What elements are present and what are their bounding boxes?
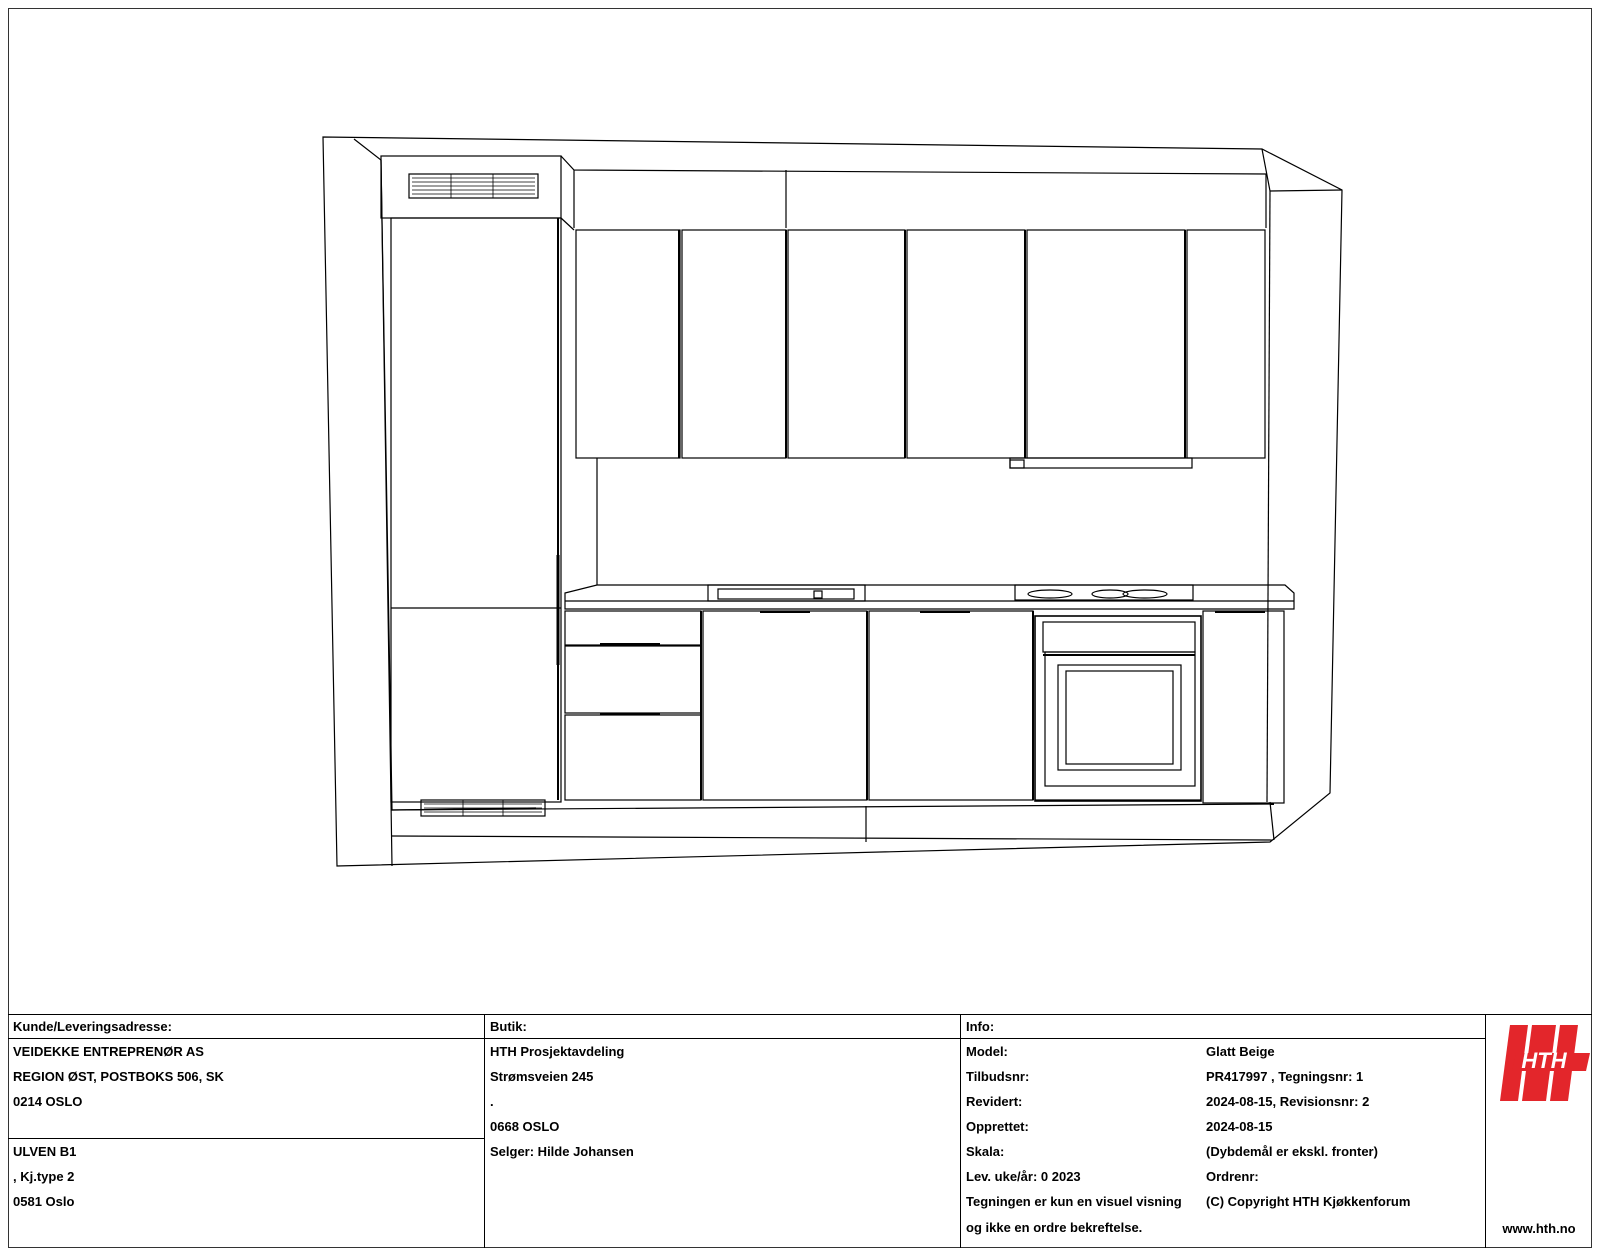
created-value: 2024-08-15 xyxy=(1206,1119,1273,1134)
hth-logo xyxy=(1498,1023,1592,1103)
base-cabinets xyxy=(565,611,1284,803)
title-block xyxy=(8,1014,1592,1248)
shop-column xyxy=(485,1015,961,1248)
revised-label: Revidert: xyxy=(966,1094,1023,1109)
offer-value: PR417997 , Tegningsnr: 1 xyxy=(1206,1069,1364,1084)
worktop xyxy=(565,585,1294,609)
shop-line-2: Strømsveien 245 xyxy=(490,1069,594,1084)
customer-column xyxy=(8,1015,485,1248)
offer-label: Tilbudsnr: xyxy=(966,1069,1030,1084)
disclaimer-line-2: og ikke en ordre bekreftelse. xyxy=(966,1220,1143,1235)
model-value: Glatt Beige xyxy=(1206,1044,1275,1059)
shop-header: Butik: xyxy=(485,1015,960,1039)
revised-value: 2024-08-15, Revisionsnr: 2 xyxy=(1206,1094,1370,1109)
customer-header: Kunde/Leveringsadresse: xyxy=(8,1015,484,1039)
wall-cabinets xyxy=(576,230,1265,458)
extractor-hood xyxy=(1010,458,1192,468)
customer-line-1: VEIDEKKE ENTREPRENØR AS xyxy=(13,1044,204,1059)
shop-line-4: 0668 OSLO xyxy=(490,1119,560,1134)
logo-text: HTH xyxy=(1521,1048,1567,1073)
seller-name: Selger: Hilde Johansen xyxy=(490,1144,634,1159)
customer-line-2: REGION ØST, POSTBOKS 506, SK xyxy=(13,1069,224,1084)
tall-cabinet-top xyxy=(381,156,561,218)
brand-column xyxy=(1486,1015,1592,1248)
customer-line-3: 0214 OSLO xyxy=(13,1094,83,1109)
delivery-label: Lev. uke/år: 0 2023 xyxy=(966,1169,1081,1184)
order-label: Ordrenr: xyxy=(1206,1169,1259,1184)
info-column xyxy=(961,1015,1486,1248)
model-label: Model: xyxy=(966,1044,1008,1059)
website-link[interactable]: www.hth.no xyxy=(1502,1221,1576,1236)
scale-value: (Dybdemål er ekskl. fronter) xyxy=(1206,1144,1378,1159)
tall-cabinet xyxy=(391,218,561,802)
shop-line-3: . xyxy=(490,1094,494,1109)
created-label: Opprettet: xyxy=(966,1119,1029,1134)
wall-outline xyxy=(323,137,1342,866)
oven xyxy=(1035,616,1201,801)
scale-label: Skala: xyxy=(966,1144,1005,1159)
project-line-1: ULVEN B1 xyxy=(13,1144,77,1159)
project-line-2: , Kj.type 2 xyxy=(13,1169,75,1184)
copyright-text: (C) Copyright HTH Kjøkkenforum xyxy=(1206,1194,1411,1209)
project-line-3: 0581 Oslo xyxy=(13,1194,75,1209)
info-header: Info: xyxy=(961,1015,1485,1039)
disclaimer-line-1: Tegningen er kun en visuel visning xyxy=(966,1194,1182,1209)
shop-line-1: HTH Prosjektavdeling xyxy=(490,1044,625,1059)
